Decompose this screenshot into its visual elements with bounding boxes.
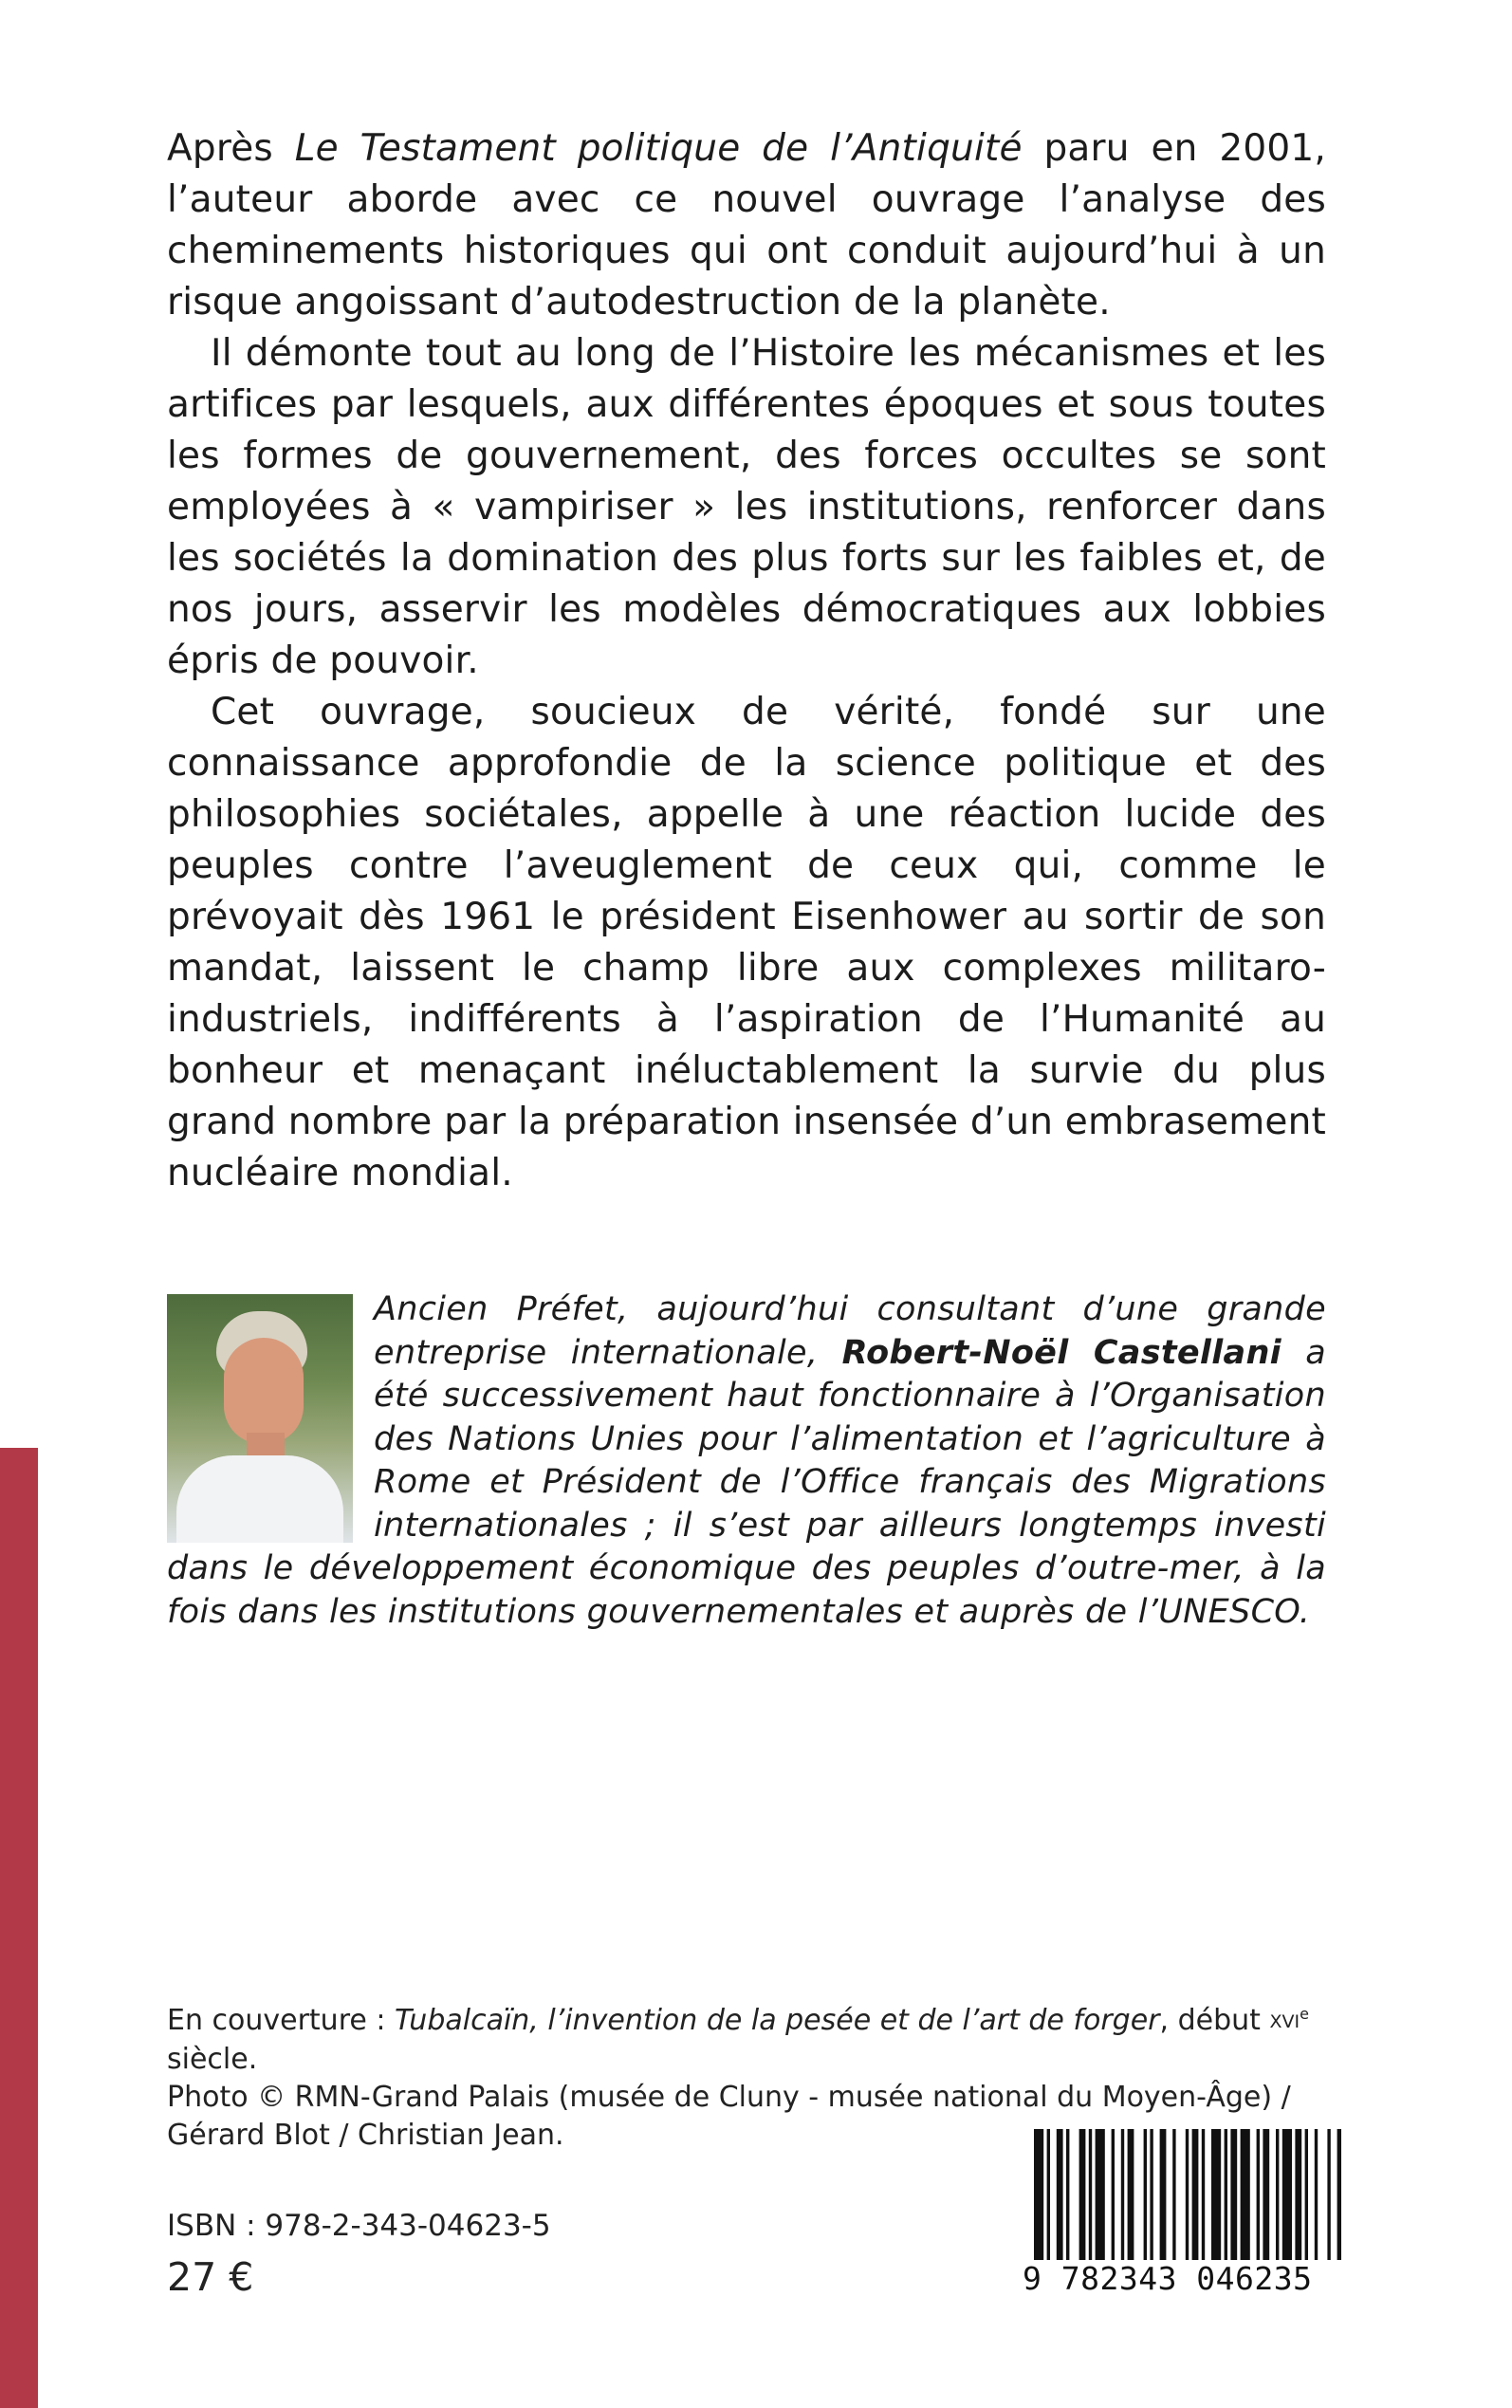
author-bio: Ancien Préfet, aujourd’hui consultant d’une grande entreprise internationale, Robert-Noël Castellani a été successivement haut fonctionnaire à l’Organisation des Nations Unies pour l’alimentation et l’agriculture à Rome et Président de l’Office français des Migrations internationales ; il s’est par ailleurs longtemps investi dans le développement économique des peuples d’outre-mer, à la fois dans les institutions gouvernementales et auprès de l’UNESCO. (167, 1290, 1326, 1631)
price: 27 € (167, 2254, 254, 2300)
cover-credit-line-2: Photo © RMN-Grand Palais (musée de Cluny - musée national du Moyen-Âge) / (167, 2081, 1291, 2114)
barcode (1023, 2129, 1341, 2306)
accent-bar (0, 1448, 38, 2408)
author-name: Robert-Noël Castellani (841, 1333, 1282, 1372)
author-photo (167, 1294, 353, 1543)
barcode-bars (1032, 2129, 1341, 2281)
cover-artwork-title: Tubalcaïn, l’invention de la pesée et de l’art de forger (395, 2004, 1160, 2037)
cover-credit-line-3: Gérard Blot / Christian Jean. (167, 2119, 564, 2152)
previous-book-title: Le Testament politique de l’Antiquité (294, 127, 1023, 170)
barcode-digits: 9 782343 046235 (1021, 2260, 1351, 2297)
summary-paragraph-3: Cet ouvrage, soucieux de vérité, fondé sur une connaissance approfondie de la science politique et des philosophies sociétales, appelle à une réaction lucide des peuples contre l’aveuglement de ceux qui, comme le prévoyait dès 1961 le président Eisenhower au sortir de son mandat, laissent le champ libre aux complexes militaro-industriels, indifférents à l’aspiration de l’Humanité au bonheur et menaçant inéluctablement la survie du plus grand nombre par la préparation insensée d’un embrasement nucléaire mondial. (167, 691, 1326, 1195)
cover-credit-line-1: En couverture : Tubalcaïn, l’invention de la pesée et de l’art de forger, début XVIe siècle. (167, 2004, 1309, 2076)
summary-paragraph-1: Après Le Testament politique de l’Antiquité paru en 2001, l’auteur aborde avec ce nouvel ouvrage l’analyse des cheminements historiques qui ont conduit aujourd’hui à un risque angoissant d’autodestruction de la planète. (167, 127, 1326, 324)
book-summary (167, 123, 1326, 1199)
summary-paragraph-2: Il démonte tout au long de l’Histoire les mécanismes et les artifices par lesquels, aux différentes époques et sous toutes les formes de gouvernement, des forces occultes se sont employées à « vampiriser » les institutions, renforcer dans les sociétés la domination des plus forts sur les faibles et, de nos jours, asservir les modèles démocratiques aux lobbies épris de pouvoir. (167, 332, 1326, 682)
isbn: ISBN : 978-2-343-04623-5 (167, 2209, 551, 2243)
